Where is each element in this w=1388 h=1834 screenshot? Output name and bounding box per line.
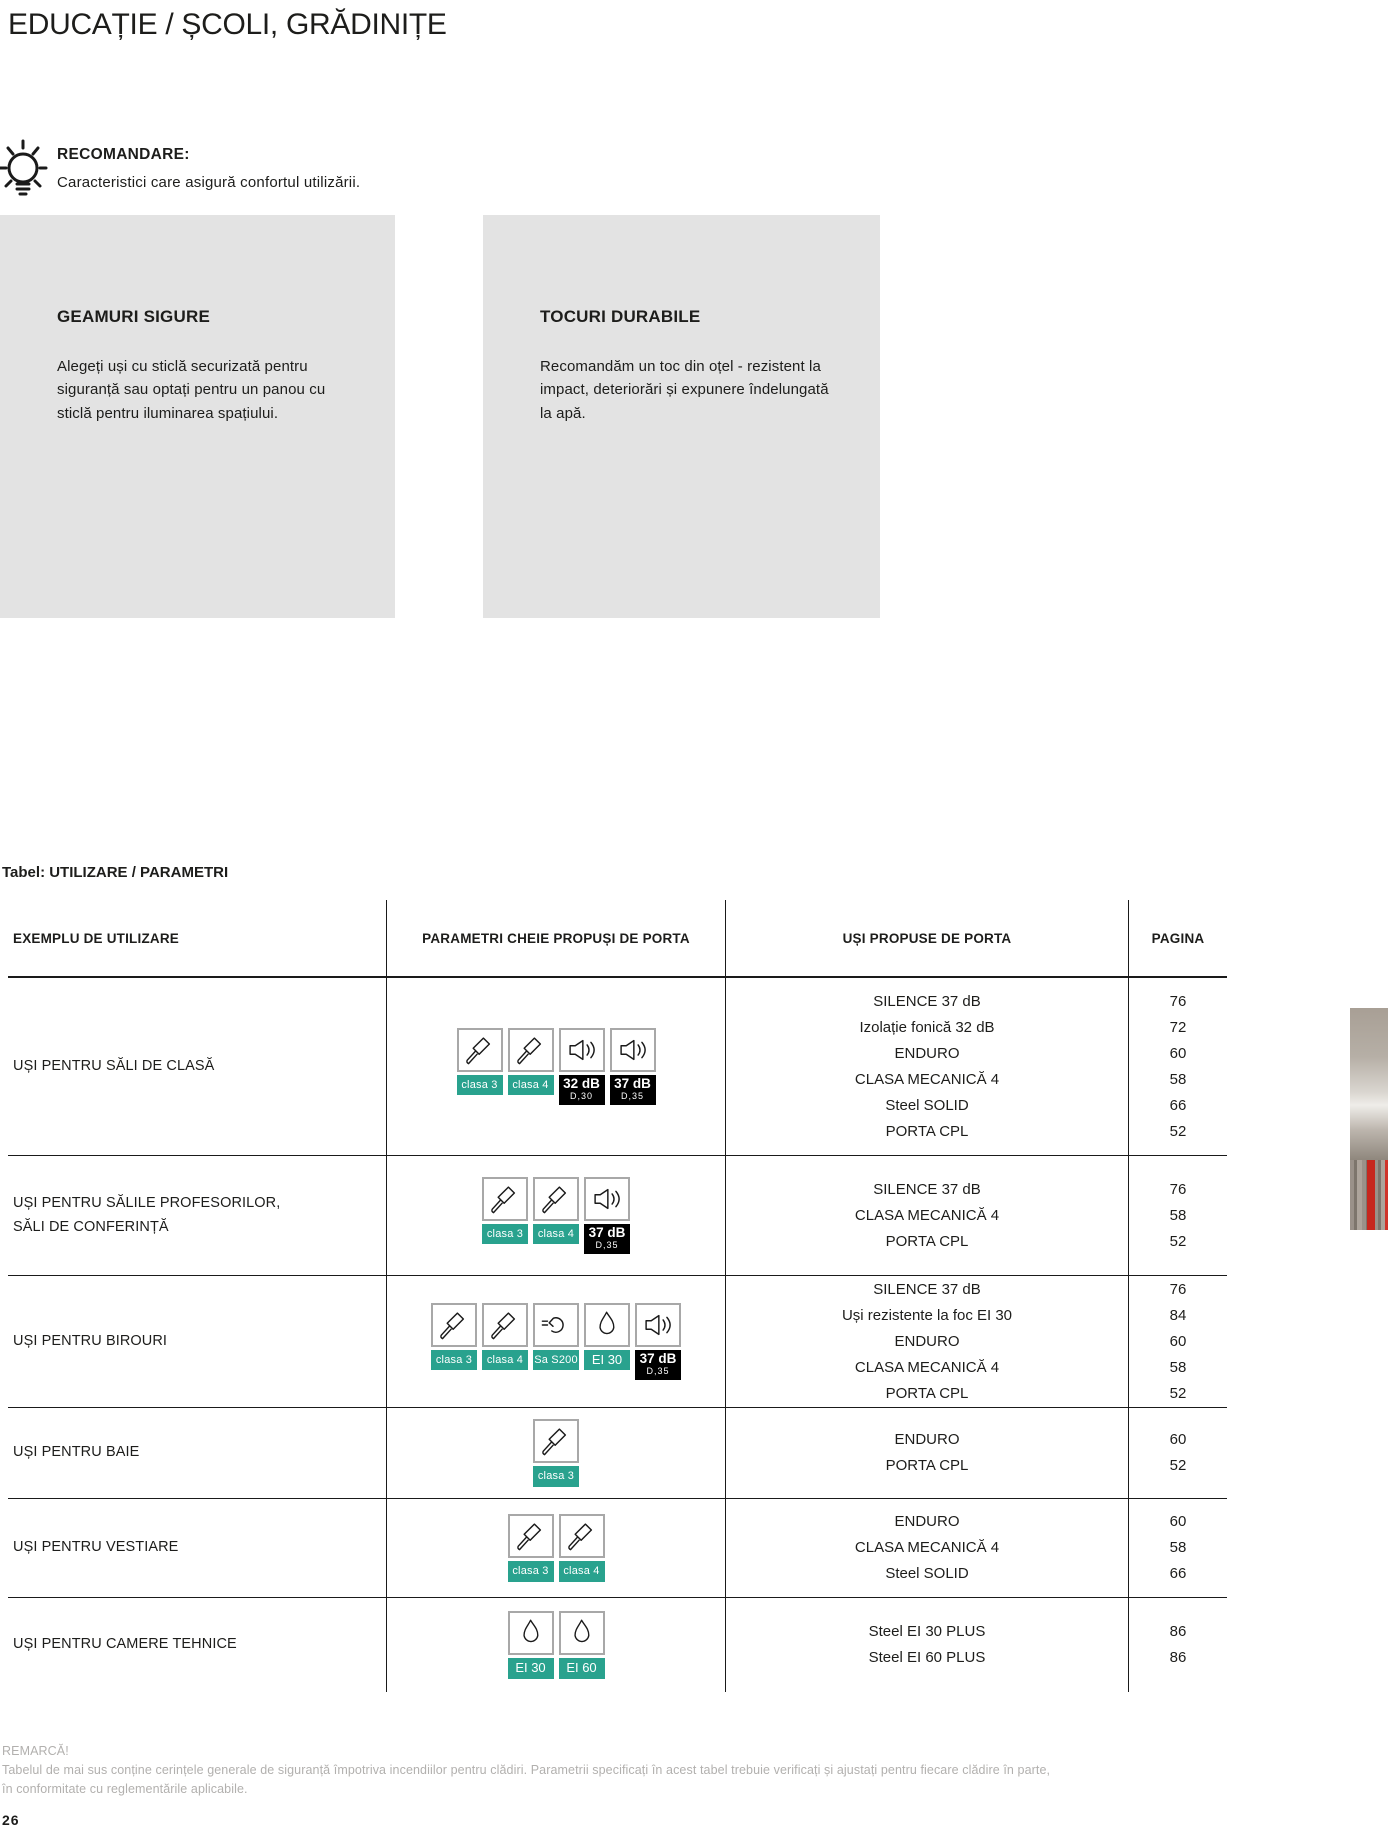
badge-label: clasa 3 (533, 1466, 579, 1486)
badge-label (584, 1224, 630, 1255)
door-page: 60 (1169, 1332, 1187, 1350)
usage-line: UȘI PENTRU CAMERE TEHNICE (13, 1636, 237, 1653)
door-name: SILENCE 37 dB (873, 992, 981, 1010)
usage-cell (8, 1499, 386, 1597)
usage-line: SĂLI DE CONFERINȚĂ (13, 1218, 169, 1235)
parameter-badge (559, 1514, 605, 1581)
usage-cell (8, 1408, 386, 1498)
badge-label-main: 32 dB (563, 1075, 600, 1091)
flame-icon (514, 1616, 548, 1650)
badge-label-main: 37 dB (639, 1350, 677, 1366)
hammer-icon (514, 1033, 548, 1067)
badge-list (457, 1028, 656, 1106)
badge-icon-box (508, 1514, 554, 1558)
parameters-cell (386, 978, 725, 1155)
door-page: 76 (1169, 1180, 1187, 1198)
usage-cell (8, 978, 386, 1155)
usage-line: UȘI PENTRU VESTIARE (13, 1539, 179, 1556)
door-page: 58 (1169, 1206, 1187, 1224)
badge-icon-box (533, 1303, 579, 1347)
table-row (8, 1498, 1227, 1597)
photo-wall (1350, 1160, 1388, 1230)
page-title: EDUCAȚIE / ȘCOLI, GRĂDINIȚE (8, 8, 447, 41)
door-name: PORTA CPL (885, 1384, 969, 1402)
photo-red-bar (1367, 1160, 1375, 1230)
recommendation-text: Caracteristici care asigură confortul utilizării. (57, 174, 361, 191)
badge-label-sub: D,35 (620, 1091, 644, 1102)
badge-label: clasa 3 (508, 1561, 554, 1581)
badge-label: clasa 3 (482, 1224, 528, 1244)
usage-line: UȘI PENTRU SĂLILE PROFESORILOR, (13, 1194, 281, 1211)
door-page: 60 (1169, 1513, 1187, 1530)
footer-note-line1: Tabelul de mai sus conține cerințele generale de siguranță împotriva incendiilor pentru clădiri. Parametrii specificați în acest tabel trebuie verificați și ajustați pentru fiecare clădire în parte, (2, 1763, 1051, 1777)
usage-line: UȘI PENTRU BIROURI (13, 1332, 168, 1349)
panel-text: Recomandăm un toc din oțel - rezistent la impact, deteriorări și expunere îndelungată la apă. (540, 358, 829, 422)
door-page: 86 (1169, 1623, 1187, 1640)
doors-cell (725, 1156, 1128, 1275)
badge-icon-box (457, 1028, 503, 1072)
parameter-badge (482, 1177, 528, 1244)
panel-text: Alegeți uși cu sticlă securizată pentru siguranță sau optați pentru un panou cu sticlă pentru iluminarea spațiului. (57, 358, 326, 422)
door-page: 66 (1169, 1096, 1187, 1114)
smoke-icon (539, 1308, 573, 1342)
parameter-badge (533, 1177, 579, 1244)
page-number: 26 (2, 1812, 20, 1828)
parameter-badge (431, 1303, 477, 1370)
badge-label: clasa 4 (482, 1350, 528, 1370)
parameter-badge (482, 1303, 528, 1370)
flame-icon (590, 1308, 624, 1342)
badge-label: EI 30 (584, 1350, 630, 1370)
flame-icon (565, 1616, 599, 1650)
door-name: ENDURO (894, 1431, 960, 1448)
door-page: 60 (1169, 1044, 1187, 1062)
badge-label: clasa 4 (559, 1561, 605, 1581)
hammer-icon (463, 1033, 497, 1067)
hammer-icon (488, 1308, 522, 1342)
badge-icon-box (559, 1611, 605, 1655)
door-page: 76 (1169, 992, 1187, 1010)
door-name: Steel SOLID (885, 1096, 969, 1114)
header-exemplu: EXEMPLU DE UTILIZARE (13, 930, 180, 946)
parameters-cell (386, 1499, 725, 1597)
table-body (8, 978, 1227, 1692)
door-page: 52 (1169, 1457, 1187, 1474)
door-name: Izolație fonică 32 dB (859, 1018, 995, 1036)
header-usi: UȘI PROPUSE DE PORTA (725, 900, 1128, 976)
door-name: SILENCE 37 dB (873, 1280, 981, 1298)
badge-label: clasa 3 (431, 1350, 477, 1370)
speaker-icon (616, 1033, 650, 1067)
door-page: 60 (1169, 1431, 1187, 1448)
hammer-icon (565, 1519, 599, 1553)
parameter-badge (635, 1303, 681, 1381)
footer-note (2, 1742, 1332, 1799)
badge-label-main: 37 dB (614, 1075, 651, 1091)
door-name: ENDURO (894, 1513, 960, 1530)
door-page: 86 (1169, 1649, 1187, 1666)
door-name: CLASA MECANICĂ 4 (854, 1539, 1000, 1556)
badge-icon-box (482, 1177, 528, 1221)
doors-cell (725, 978, 1128, 1155)
door-name: CLASA MECANICĂ 4 (854, 1358, 1000, 1376)
photo-strip (1350, 1008, 1388, 1230)
badge-label-sub: D,35 (646, 1366, 670, 1377)
badge-label (610, 1075, 656, 1106)
speaker-icon (641, 1308, 675, 1342)
doors-cell (725, 1598, 1128, 1692)
badge-label: clasa 4 (508, 1075, 554, 1095)
badge-label-sub: D,35 (595, 1240, 619, 1251)
doors-cell (725, 1276, 1128, 1407)
parameter-badge (584, 1303, 630, 1370)
pages-cell (1128, 1499, 1227, 1597)
badge-label-main: 37 dB (588, 1224, 626, 1240)
badge-icon-box (584, 1303, 630, 1347)
door-name: CLASA MECANICĂ 4 (854, 1070, 1000, 1088)
badge-list (508, 1514, 605, 1581)
door-name: Steel EI 60 PLUS (868, 1649, 986, 1666)
usage-cell (8, 1276, 386, 1407)
door-page: 76 (1169, 1280, 1187, 1298)
usage-cell (8, 1156, 386, 1275)
parameter-badge (559, 1611, 605, 1678)
badge-label: EI 30 (508, 1658, 554, 1678)
badge-icon-box (559, 1514, 605, 1558)
parameter-badge (533, 1419, 579, 1486)
hammer-icon (437, 1308, 471, 1342)
badge-list (533, 1419, 579, 1486)
header-parametri: PARAMETRI CHEIE PROPUȘI DE PORTA (386, 900, 725, 976)
table-row (8, 1275, 1227, 1407)
table-header-row (8, 900, 1227, 978)
panel-title: TOCURI DURABILE (540, 307, 701, 326)
pages-cell (1128, 1276, 1227, 1407)
door-name: PORTA CPL (885, 1232, 969, 1250)
parameter-badge (584, 1177, 630, 1255)
badge-label: clasa 3 (457, 1075, 503, 1095)
footer-note-title: REMARCĂ! (2, 1744, 69, 1758)
badge-icon-box (431, 1303, 477, 1347)
door-name: ENDURO (894, 1044, 960, 1062)
door-page: 58 (1169, 1070, 1187, 1088)
speaker-icon (590, 1182, 624, 1216)
badge-label: clasa 4 (533, 1224, 579, 1244)
parameters-cell (386, 1156, 725, 1275)
hammer-icon (488, 1182, 522, 1216)
table-title: Tabel: UTILIZARE / PARAMETRI (2, 864, 229, 881)
badge-icon-box (482, 1303, 528, 1347)
usage-cell (8, 1598, 386, 1692)
badge-list (508, 1611, 605, 1678)
parameter-badge (559, 1028, 605, 1106)
pages-cell (1128, 1408, 1227, 1498)
lightbulb-icon (0, 134, 50, 210)
door-page: 72 (1169, 1018, 1187, 1036)
parameter-badge (610, 1028, 656, 1106)
door-page: 84 (1169, 1306, 1187, 1324)
badge-icon-box (559, 1028, 605, 1072)
feature-panel-geamuri (0, 215, 395, 618)
door-name: PORTA CPL (885, 1457, 969, 1474)
usage-parameters-table (8, 900, 1227, 1692)
parameters-cell (386, 1408, 725, 1498)
table-row (8, 978, 1227, 1155)
parameters-cell (386, 1276, 725, 1407)
badge-icon-box (610, 1028, 656, 1072)
badge-label (635, 1350, 681, 1381)
doors-cell (725, 1499, 1128, 1597)
door-page: 66 (1169, 1565, 1187, 1582)
pages-cell (1128, 1598, 1227, 1692)
parameter-badge (508, 1028, 554, 1095)
badge-label-sub: D,30 (569, 1091, 593, 1102)
badge-icon-box (635, 1303, 681, 1347)
door-name: PORTA CPL (885, 1122, 969, 1140)
panel-title: GEAMURI SIGURE (57, 307, 210, 326)
feature-panel-tocuri (483, 215, 880, 618)
door-page: 58 (1169, 1539, 1187, 1556)
badge-icon-box (508, 1611, 554, 1655)
badge-icon-box (533, 1419, 579, 1463)
table-row (8, 1155, 1227, 1275)
door-page: 52 (1169, 1122, 1187, 1140)
badge-label: EI 60 (559, 1658, 605, 1678)
table-row (8, 1597, 1227, 1692)
badge-icon-box (584, 1177, 630, 1221)
usage-line: UȘI PENTRU SĂLI DE CLASĂ (13, 1057, 215, 1074)
door-name: Steel EI 30 PLUS (868, 1623, 986, 1640)
badge-label (559, 1075, 605, 1106)
badge-list (431, 1303, 681, 1381)
door-name: SILENCE 37 dB (873, 1180, 981, 1198)
doors-cell (725, 1408, 1128, 1498)
door-page: 58 (1169, 1358, 1187, 1376)
door-page: 52 (1169, 1384, 1187, 1402)
parameter-badge (508, 1514, 554, 1581)
photo-ceiling (1350, 1008, 1388, 1160)
pages-cell (1128, 1156, 1227, 1275)
parameter-badge (457, 1028, 503, 1095)
usage-line: UȘI PENTRU BAIE (13, 1444, 140, 1461)
table-row (8, 1407, 1227, 1498)
header-pagina: PAGINA (1128, 900, 1227, 976)
badge-icon-box (533, 1177, 579, 1221)
pages-cell (1128, 978, 1227, 1155)
footer-note-line2: în conformitate cu reglementările aplicabile. (2, 1782, 248, 1796)
hammer-icon (539, 1182, 573, 1216)
badge-list (482, 1177, 630, 1255)
door-name: ENDURO (894, 1332, 960, 1350)
speaker-icon (565, 1033, 599, 1067)
hammer-icon (514, 1519, 548, 1553)
door-name: Steel SOLID (885, 1565, 969, 1582)
badge-label: Sa S200 (533, 1350, 579, 1370)
parameters-cell (386, 1598, 725, 1692)
door-page: 52 (1169, 1232, 1187, 1250)
parameter-badge (508, 1611, 554, 1678)
recommendation-title: RECOMANDARE: (57, 146, 190, 163)
door-name: Uși rezistente la foc EI 30 (841, 1306, 1013, 1324)
parameter-badge (533, 1303, 579, 1370)
badge-icon-box (508, 1028, 554, 1072)
door-name: CLASA MECANICĂ 4 (854, 1206, 1000, 1224)
hammer-icon (539, 1424, 573, 1458)
